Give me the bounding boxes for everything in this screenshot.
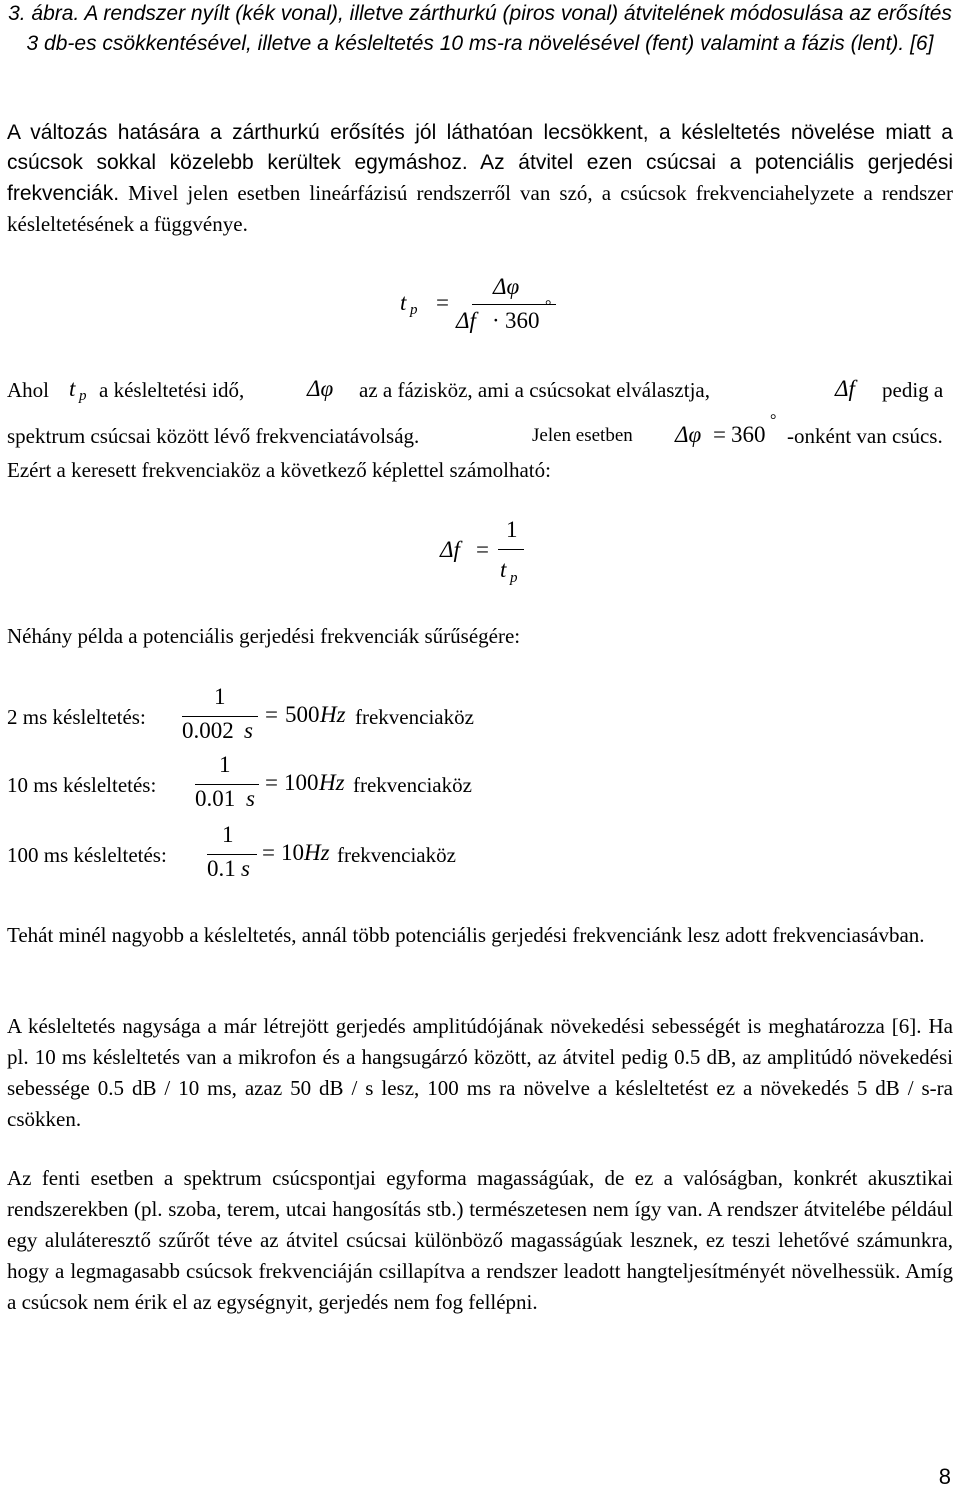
example-equals: = (262, 840, 275, 865)
example-numerator: 1 (214, 684, 226, 709)
example-value: 100 (284, 770, 319, 795)
definition-text-1: a késleltetési idő, (99, 378, 245, 402)
example-denominator: 0.1 (207, 856, 236, 881)
example-denominator: 0.002 (182, 718, 234, 743)
formula-delay-den-value: 360 (505, 308, 540, 333)
formula-delay-fraction-line (472, 304, 556, 305)
example-tail: frekvenciaköz (355, 705, 474, 729)
formula-frequency-fraction-line (498, 549, 524, 550)
example-denominator-unit: s (244, 718, 253, 743)
symbol-dphi-2: Δφ (675, 422, 702, 447)
degree-sign: ° (770, 412, 777, 429)
example-label: 2 ms késleltetés: (7, 705, 146, 729)
definition-text-2: az a fázisköz, ami a csúcsokat elválasztja, (359, 378, 710, 402)
formula-delay-numerator: Δφ (493, 274, 520, 299)
formula-delay-equals: = (436, 290, 449, 315)
example-label: 100 ms késleltetés: (7, 843, 167, 867)
example-row (7, 684, 953, 748)
symbol-dphi: Δφ (307, 376, 334, 401)
example-denominator-unit: s (246, 786, 255, 811)
example-fraction-line (207, 854, 257, 855)
value-360: 360 (731, 422, 766, 447)
example-label: 10 ms késleltetés: (7, 773, 157, 797)
paragraph-4: Az fenti esetben a spektrum csúcspontjai egyforma magasságúak, de ez a valóságban, konkrét akusztikai rendszerekben (pl. szoba, terem, utcai hangosítás stb.) természetesen nem így van. A rendszer átvitelébe például egy aluláteresztő szűrőt téve az átvitel csúcsai különböző magasságúak lesznek, ez teszi lehetővé számunkra, hogy a legmagasabb csúcsok frekvenciáján csillapítva a rendszer leadott hangteljesítményét növelhessük. Amíg a csúcsok nem érik el az egységnyit, gerjedés nem fog fellépni. (7, 1166, 953, 1314)
symbol-t-sub: p (79, 388, 87, 404)
figure-caption: 3. ábra. A rendszer nyílt (kék vonal), illetve zárthurkú (piros vonal) átvitelének módosulása az erősítés 3 db-es csökkentésével, illetve a késleltetés 10 ms-ra növelésével (fent) valamint a fázis (lent). [6] (8, 2, 952, 55)
symbol-t: t (69, 376, 76, 401)
example-fraction-line (195, 784, 259, 785)
example-unit: Hz (320, 702, 346, 727)
formula-frequency-lhs: Δf (440, 537, 460, 562)
example-numerator: 1 (219, 752, 231, 777)
paragraph-3: A késleltetés nagysága a már létrejött gerjedés amplitúdójának növekedési sebességét is meghatározza [6]. Ha pl. 10 ms késleltetés van a mikrofon és a hangsugárzó között, az átvitel pedig 0.5 dB, az amplitúdó növekedési sebessége 0.5 dB / 10 ms, azaz 50 dB / s lesz, 100 ms ra növelve a késleltetést ez a növekedés 5 dB / s-ra csökken. (7, 1014, 953, 1131)
example-unit: Hz (304, 840, 330, 865)
definition-line-1 (7, 378, 953, 410)
example-value: 10 (281, 840, 304, 865)
formula-frequency-den: t (500, 557, 507, 582)
formula-frequency (440, 512, 560, 596)
example-equals: = (265, 770, 278, 795)
examples-title: Néhány példa a potenciális gerjedési frekvenciák sűrűségére: (7, 624, 521, 648)
formula-delay-den-dot: · (492, 308, 500, 333)
formula-delay-lhs: t (400, 290, 407, 315)
formula-frequency-equals: = (476, 537, 489, 562)
paragraph-1-serif: Mivel jelen esetben lineárfázisú rendszerről van szó, a csúcsok frekvenciahelyzete a rendszer késleltetésének a függvénye. (7, 181, 953, 236)
paragraph-1 (7, 118, 953, 240)
example-tail: frekvenciaköz (353, 773, 472, 797)
example-fraction-line (182, 716, 258, 717)
formula-delay-lhs-sub: p (410, 302, 418, 318)
symbol-equals-2: = (713, 422, 726, 447)
example-tail: frekvenciaköz (337, 843, 456, 867)
formula-delay-den-degree: ° (545, 298, 552, 315)
example-row (7, 822, 953, 886)
example-row (7, 752, 953, 816)
page-number: 8 (938, 1464, 951, 1489)
definition-text-5: Jelen esetben (532, 425, 633, 446)
paragraph-2: Tehát minél nagyobb a késleltetés, annál több potenciális gerjedési frekvenciánk lesz adott frekvenciasávban. (7, 923, 925, 947)
definition-text-4: spektrum csúcsai között lévő frekvenciatávolság. (7, 424, 420, 448)
definition-line-3: Ezért a keresett frekvenciaköz a következő képlettel számolható: (7, 458, 551, 482)
paragraph-1-sans: A változás hatására a zárthurkú erősítés jól láthatóan lecsökkent, a késleltetés növelése miatt a csúcsok sokkal közelebb kerültek egymáshoz. Az átvitel ezen csúcsai a potenciális gerjedési frekvenciák. (7, 121, 953, 205)
symbol-df: Δf (835, 376, 855, 401)
example-denominator: 0.01 (195, 786, 236, 811)
example-numerator: 1 (222, 822, 234, 847)
example-unit: Hz (319, 770, 345, 795)
example-denominator-unit: s (241, 856, 250, 881)
formula-delay-den-f: Δf (456, 308, 476, 333)
word-ahol: Ahol (7, 378, 49, 402)
formula-frequency-den-sub: p (510, 570, 518, 586)
definition-text-3: pedig a (882, 378, 944, 402)
example-value: 500 (285, 702, 320, 727)
formula-frequency-numerator: 1 (506, 517, 518, 542)
example-equals: = (265, 702, 278, 727)
formula-delay (400, 268, 570, 348)
definition-text-6: -onként van csúcs. (787, 424, 943, 448)
definition-line-2 (7, 412, 953, 456)
